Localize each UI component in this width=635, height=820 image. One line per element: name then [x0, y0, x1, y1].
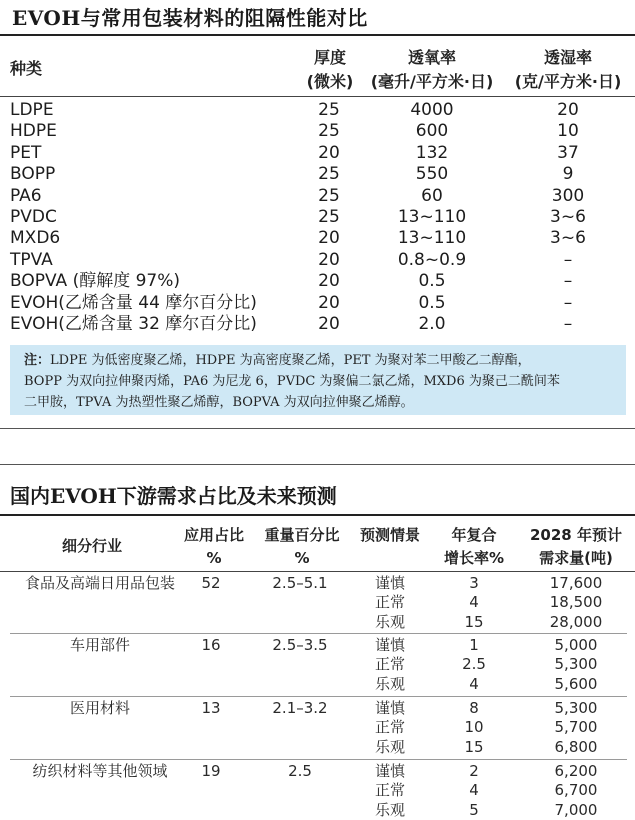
- section-divider: [0, 464, 635, 465]
- table2-weight: 2.1–3.2: [272, 699, 328, 717]
- table2-demand: 18,500: [549, 593, 603, 612]
- table2-demand: 28,000: [549, 612, 603, 631]
- table2-scenario: 谨慎: [374, 574, 405, 592]
- table2-cagr: 2.5: [462, 655, 486, 674]
- table2-demand: 6,200: [554, 762, 598, 780]
- table2-demand: 7,000: [554, 800, 598, 819]
- table2-cagr: 15: [464, 612, 484, 631]
- table2-header-cagr: 年复合 增长率%: [443, 526, 505, 567]
- table1-cell-name: TPVA: [10, 249, 53, 270]
- table1-cell-moisture: 20: [557, 100, 579, 120]
- table2-cagr: 5: [469, 800, 479, 819]
- table2-demand: 6,800: [554, 737, 598, 756]
- table2-demand: 5,600: [554, 674, 598, 693]
- table2-share: 52: [201, 574, 221, 592]
- table1-cell-moisture: 300: [551, 185, 585, 206]
- table2-header-demand: 2028 年预计 需求量(吨): [530, 526, 622, 567]
- table1-cell-thickness: 20: [318, 249, 340, 270]
- table2-industry: 医用材料: [69, 699, 130, 717]
- table1-cell-oxygen: 60: [421, 185, 443, 206]
- table2-scenario: 正常: [374, 593, 405, 612]
- table1-cell-oxygen: 132: [415, 142, 449, 163]
- table1-cell-name: HDPE: [10, 121, 57, 142]
- table1-note: [10, 345, 626, 415]
- table2-cagr: 3: [469, 574, 479, 592]
- table1-header-type: 种类: [10, 59, 43, 78]
- table2-group-divider: [10, 696, 627, 697]
- table1-cell-name: BOPVA (醇解度 97%): [10, 271, 181, 292]
- table1-cell-moisture: 10: [557, 121, 579, 142]
- table1-cell-oxygen: 0.5: [418, 271, 446, 292]
- table2-scenario: 正常: [374, 718, 405, 737]
- table1-cell-name: PET: [10, 142, 42, 163]
- table2-scenario: 乐观: [374, 674, 405, 693]
- table2-industry: 车用部件: [69, 636, 130, 654]
- table1-cell-moisture: 37: [557, 142, 579, 163]
- table2-industry: 食品及高端日用品包装: [24, 574, 175, 592]
- table1-cell-oxygen: 4000: [410, 100, 454, 120]
- table2-demand: 5,700: [554, 718, 598, 737]
- table2-demand: 6,700: [554, 781, 598, 800]
- table1-cell-oxygen: 0.5: [418, 292, 446, 313]
- table1-header-oxygen: 透氧率 (毫升/平方米·日): [370, 48, 494, 91]
- table1-header-thickness: 厚度 (微米): [306, 48, 354, 91]
- table1-cell-name: EVOH(乙烯含量 44 摩尔百分比): [10, 292, 257, 313]
- table1-cell-moisture: 3~6: [550, 228, 586, 249]
- table2-industry: 纺织材料等其他领域: [32, 762, 168, 780]
- table2-cagr: 15: [464, 737, 484, 756]
- table2-header-share: 应用占比 %: [183, 526, 244, 567]
- table2-title: 国内EVOH下游需求占比及未来预测: [10, 484, 337, 508]
- table2-cagr: 4: [469, 674, 479, 693]
- table2-group-divider: [10, 759, 627, 760]
- note-label: 注：: [24, 353, 51, 368]
- table1-cell-name: EVOH(乙烯含量 32 摩尔百分比): [10, 314, 257, 334]
- table2-weight: 2.5–3.5: [272, 636, 328, 654]
- table2-header-industry: 细分行业: [61, 537, 122, 555]
- table2-demand: 5,000: [554, 636, 598, 654]
- table2-cagr: 10: [464, 718, 484, 737]
- table1-cell-thickness: 20: [318, 142, 340, 163]
- table1-cell-moisture: –: [563, 271, 573, 292]
- table2-scenario: 乐观: [374, 737, 405, 756]
- table1-top-rule: [0, 34, 635, 36]
- table2-demand: 17,600: [549, 574, 603, 592]
- table1-cell-name: PA6: [10, 185, 42, 206]
- table2-share: 13: [201, 699, 221, 717]
- table2-scenario: 乐观: [374, 612, 405, 631]
- table1-cell-oxygen: 13~110: [397, 207, 467, 227]
- table2-cagr: 4: [469, 781, 479, 800]
- table1-cell-moisture: 3~6: [550, 207, 586, 227]
- table2-cagr: 4: [469, 593, 479, 612]
- table1-cell-name: PVDC: [10, 207, 57, 227]
- table2-top-rule: [0, 514, 635, 516]
- table1-cell-thickness: 25: [318, 164, 340, 185]
- table2-weight: 2.5: [288, 762, 312, 780]
- table1-cell-moisture: –: [563, 314, 573, 334]
- table1-cell-thickness: 25: [318, 185, 340, 206]
- note-line: 二甲胺，TPVA 为热塑性聚乙烯醇，BOPVA 为双向拉伸聚乙烯醇。: [24, 395, 414, 410]
- note-line: LDPE 为低密度聚乙烯，HDPE 为高密度聚乙烯，PET 为聚对苯二甲酸乙二醇酯，: [50, 353, 531, 368]
- table1-cell-thickness: 20: [318, 292, 340, 313]
- table1-cell-oxygen: 13~110: [397, 228, 467, 249]
- table2-share: 16: [201, 636, 221, 654]
- table1-cell-moisture: –: [563, 249, 573, 270]
- table1-cell-thickness: 20: [318, 228, 340, 249]
- table1-cell-moisture: 9: [562, 164, 574, 185]
- table1-cell-oxygen: 0.8~0.9: [397, 249, 467, 270]
- table1-cell-name: LDPE: [10, 100, 54, 120]
- table2-scenario: 乐观: [374, 800, 405, 819]
- table2-weight: 2.5–5.1: [272, 574, 328, 592]
- table2-header-weight: 重量百分比 %: [264, 526, 340, 567]
- note-line: BOPP 为双向拉伸聚丙烯，PA6 为尼龙 6，PVDC 为聚偏二氯乙烯，MXD6 为聚己二酰间苯: [24, 374, 560, 389]
- table2-group-divider: [10, 633, 627, 634]
- table1-cell-thickness: 20: [318, 271, 340, 292]
- table1-header-moisture: 透湿率 (克/平方米·日): [514, 48, 622, 91]
- table1-cell-name: BOPP: [10, 164, 56, 185]
- table1-cell-thickness: 25: [318, 207, 340, 227]
- table2-demand: 5,300: [554, 699, 598, 717]
- table2-share: 19: [201, 762, 221, 780]
- table2-demand: 5,300: [554, 655, 598, 674]
- table1-cell-name: MXD6: [10, 228, 61, 249]
- table2-scenario: 谨慎: [374, 636, 405, 654]
- table1-cell-oxygen: 600: [415, 121, 449, 142]
- section-divider: [0, 428, 635, 429]
- table1-header-rule: [0, 96, 635, 97]
- table1-cell-thickness: 20: [318, 314, 340, 334]
- table2-scenario: 谨慎: [374, 699, 405, 717]
- table2-header-rule: [0, 571, 635, 572]
- table2-cagr: 1: [469, 636, 479, 654]
- table1-title: EVOH与常用包装材料的阻隔性能对比: [12, 6, 368, 30]
- table1-cell-moisture: –: [563, 292, 573, 313]
- table2-scenario: 正常: [374, 781, 405, 800]
- table1-cell-thickness: 25: [318, 100, 340, 120]
- table1-cell-oxygen: 550: [415, 164, 449, 185]
- table2-scenario: 谨慎: [374, 762, 405, 780]
- table2-header-scenario: 预测情景: [359, 526, 420, 544]
- table2-cagr: 2: [469, 762, 479, 780]
- table2-scenario: 正常: [374, 655, 405, 674]
- table1-cell-oxygen: 2.0: [418, 314, 446, 334]
- table1-cell-thickness: 25: [318, 121, 340, 142]
- table2-cagr: 8: [469, 699, 479, 717]
